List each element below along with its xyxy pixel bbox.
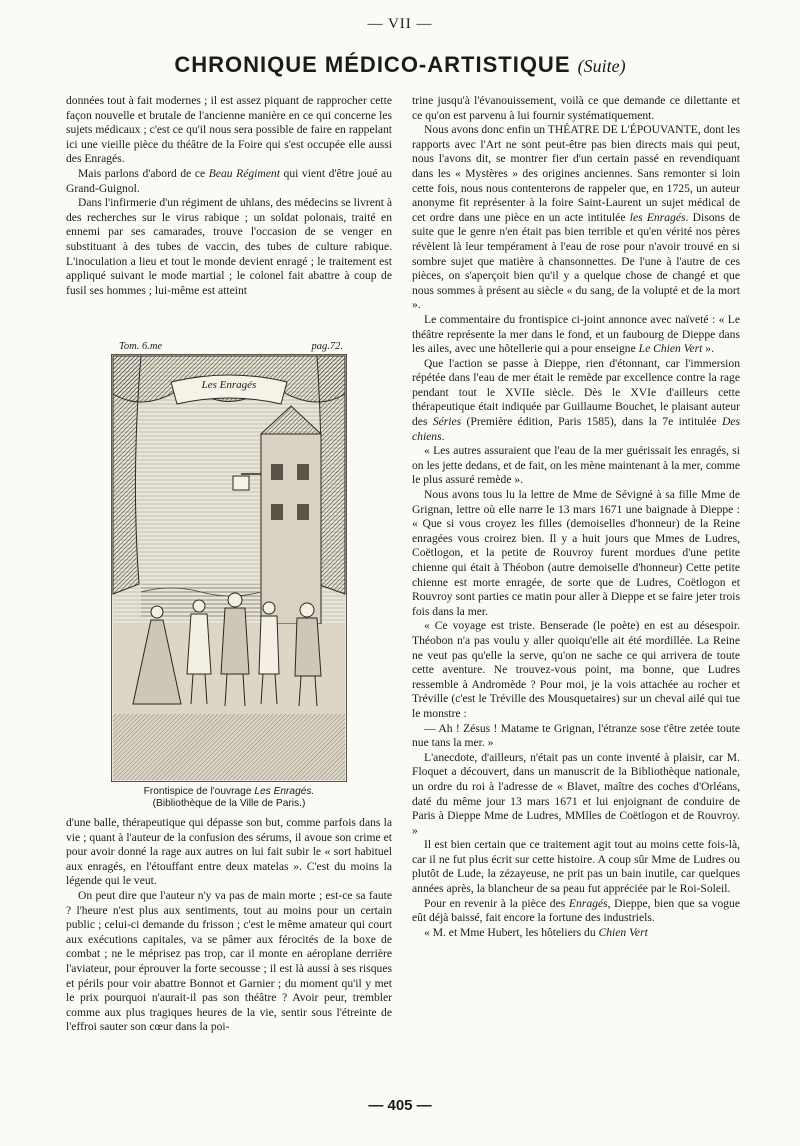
- figure-caption: [111, 786, 347, 810]
- page-number-roman: — VII —: [367, 16, 433, 32]
- caption-line-2: (Bibliothèque de la Ville de Paris.): [152, 798, 306, 809]
- play-title: Beau Régiment: [208, 166, 280, 180]
- right-paragraph-8: — Ah ! Zésus ! Matame te Grignan, l'étranze sose t'être zetée toute nue tans la mer. »: [412, 721, 740, 750]
- left-column: [66, 94, 392, 1034]
- caption-line-1: [111, 786, 347, 798]
- text-run: Nous avons donc enfin un THÉATRE DE L'ÉPOUVANTE, dont les rapports avec l'Art ne sont peut-être pas bien directs mais qui peut, nous l'avons dit, se montrer fier d'un certain passé en revendiquant dans les « Mystères » des origines anciennes. Sans remonter si loin cette fois, nous nous contenterons de rappeler que, en 1725, un auteur anonyme fit représenter à la foire Saint-Laurent un sujet médical de cet ordre dans une pièce en un acte intitulée: [412, 123, 740, 224]
- play-title: Enragés: [568, 896, 608, 910]
- left-column-continued: [66, 816, 392, 1035]
- text-run: , Dieppe, bien que sa vogue eût déjà baissé, fait encore la fortune des industriels.: [412, 896, 740, 925]
- left-paragraph-1: données tout à fait modernes ; il est assez piquant de rapprocher cette façon nouvelle et brutale de l'ancienne manière en ce qui concerne les sujets médicaux ; c'est ce qu'il nous sera possible de faire en rappelant ici une vieille pièce du théâtre de la Foire qui s'est occupée elle aussi des Enragés.: [66, 94, 392, 166]
- frontispiece-figure: [111, 340, 347, 810]
- right-paragraph-7: « Ce voyage est triste. Benserade (le poète) en est au désespoir. Théobon n'a pas voulu y aller quoiqu'elle ait été mordillée. La Reine ne veut pas qu'elle la serve, qu'on ne sache ce qui arrivera de toute cette aventure. Ne trouvez-vous point, ma bonne, que Ludres ressemble à Andromède ? Pour moi, je la vois attachée au rocher et Tréville (c'est le Tréville des Mousquetaires) sur un cheval ailé qui tue le monstre :: [412, 619, 740, 720]
- right-paragraph-12: [412, 926, 740, 941]
- left-paragraph-4: d'une balle, thérapeutique qui dépasse son but, comme parfois dans la vie ; quant à l'auteur de la confusion des sérums, il avoue son crime et pour avoir donné la rage aux autres on lui fait subir le « sort habituel aux enragés, en l'étouffant entre deux matelas ». C'est du moins la légende qui le veut.: [66, 816, 392, 888]
- text-run: ».: [702, 342, 714, 356]
- frontispiece-engraving: [111, 354, 347, 782]
- title-suite: (Suite): [577, 56, 626, 76]
- right-column: [412, 94, 740, 940]
- text-run: Frontispice de l'ouvrage: [143, 786, 255, 797]
- left-paragraph-2: [66, 167, 392, 196]
- right-paragraph-2: [412, 123, 740, 313]
- text-run: Que l'action se passe à Dieppe, rien d'étonnant, car l'immersion répétée dans l'eau de mer était le remède par excellence contre la rage pendant tout le XVIIe siècle. Dès le XVIe d'ailleurs cette thérapeutique était indiquée par Guillaume Bouchet, le plaisant auteur des: [412, 356, 740, 429]
- figure-banner-text: Les Enragés: [201, 379, 257, 391]
- chapter-title: Des chiens: [412, 415, 740, 443]
- text-run: qui vient d'être joué au Grand-Guignol.: [66, 166, 392, 195]
- right-paragraph-5: « Les autres assuraient que l'eau de la mer guérissait les enragés, si on les jette dedans, et de fait, on les mène maintenant à la mer, comme le plus assuré remède ».: [412, 444, 740, 487]
- right-paragraph-6: Nous avons tous lu la lettre de Mme de Sévigné à sa fille Mme de Grignan, lettre où elle narre le 13 mars 1671 une baignade à Dieppe : « Que si vous croyez les filles (demoiselles d'honneur) de la Reine enragées vous croirez bien. Il y a huit jours que Mmes de Ludres, Coëtlogon, et la petite de Rouvroy furent mordues d'une petite chienne qui était à Théobon (autre demoiselle d'honneur) Cette petite chienne est morte enragée, de sorte que de Ludres, Coëtlogon et Rouvroy sont parties ce matin pour aller à Dieppe et se faire jeter trois fois dans la mer.: [412, 488, 740, 618]
- inn-name: Le Chien Vert: [638, 342, 703, 356]
- right-paragraph-4: [412, 357, 740, 445]
- text-run: (Première édition, Paris 1585), dans la 7e intitulée: [461, 415, 722, 429]
- text-run: . Disons de suite que le genre n'en était pas bien terrible et qu'en vérité nos pères révèlent là leur tempérament à l'eau de rose pour n'avoir trouvé en si sombre sujet que matière à chansonnettes. De l'une à l'autre de ces pièces, on s'aperçoit bien qu'il y a quelque chose de changé et que nous sommes à présent au siècle « du sang, de la volupté et de la mort ».: [412, 210, 741, 312]
- left-paragraph-5: On peut dire que l'auteur n'y va pas de main morte ; est-ce sa faute ? l'heure n'est plus aux sentiments, tout au moins pour un certain public ; celui-ci demande du frisson ; c'est le même amateur qui court aux exécutions capitales, va se pâmer aux férocités de la boxe de combat ; ne le méprisez pas trop, car il monte en aéroplane derrière l'aviateur, pour éprouver la forte secousse ; il est là aussi à ses risques et périls pour voir abattre Bonnot et Garnier ; du moment qu'il y met le prix pourquoi n'aurait-il pas son théâtre ? Avoir peur, trembler comme aux plus tragiques heures de la vie, sentir sous l'étreinte de l'effroi sauter son cœur dans la poi-: [66, 888, 392, 1034]
- left-paragraph-3: Dans l'infirmerie d'un régiment de uhlans, des médecins se livrent à des recherches sur le virus rabique ; un soldat polonais, traité en ennemi par ses camarades, trouve l'occasion de se venger en substituant à des tubes de vaccin, des tubes de culture rabique. L'inoculation a lieu et tout le monde devient enragé ; le traitement est appliqué suivant le mode martial ; le colonel fait abattre à coup de fusil ses hommes ; lui-même est atteint: [66, 196, 392, 297]
- title-text: CHRONIQUE MÉDICO-ARTISTIQUE: [174, 52, 571, 77]
- figure-page: pag.72.: [311, 341, 343, 352]
- text-run: .: [441, 429, 445, 443]
- text-run: Mais parlons d'abord de ce: [78, 166, 209, 180]
- book-title: Séries: [432, 415, 462, 429]
- page-title: [0, 52, 800, 78]
- figure-tome: Tom. 6.me: [119, 341, 163, 352]
- figure-header: [111, 340, 347, 354]
- text-run: « M. et Mme Hubert, les hôteliers du: [424, 925, 599, 939]
- right-paragraph-10: Il est bien certain que ce traitement agit tout au moins cette fois-là, car il ne fut plus écrit sur cette histoire. A coup sûr Mme de Ludres ou plutôt de Lude, la zézayeuse, ne prit pas un bain inutile, car quelques années après, la blancheur de sa peau fut appréciée par le Roi-Soleil.: [412, 838, 740, 896]
- right-paragraph-11: [412, 897, 740, 926]
- right-paragraph-9: L'anecdote, d'ailleurs, n'était pas un conte inventé à plaisir, car M. Floquet a découvert, dans un manuscrit de la Bibliothèque nationale, un ordre du roi à l'adresse de « Blavet, maître des coches d'Orléans, daté du même jour 13 mars 1671 et lui enjoignant de conduire de Paris à Dieppe Mme de Ludres, MMlles de Coëtlogon et de Rouvroy. »: [412, 750, 740, 837]
- play-title: les Enragés: [629, 210, 686, 224]
- text-run: Pour en revenir à la pièce des: [424, 896, 569, 910]
- text-run: Le commentaire du frontispice ci-joint annonce avec naïveté : « Le théâtre représente la mer dans le fond, et un faubourg de Dieppe dans les ailes, avec une hôtellerie qui a pour enseigne: [412, 312, 740, 356]
- right-paragraph-3: [412, 313, 740, 357]
- page-number: — 405 —: [368, 1097, 432, 1114]
- inn-name: Chien Vert: [598, 925, 648, 939]
- caption-title: Les Enragés.: [254, 786, 315, 797]
- right-paragraph-1: trine jusqu'à l'évanouissement, voilà ce que demande ce dilettante et ce qu'on est parvenu à lui fournir systématiquement.: [412, 94, 740, 122]
